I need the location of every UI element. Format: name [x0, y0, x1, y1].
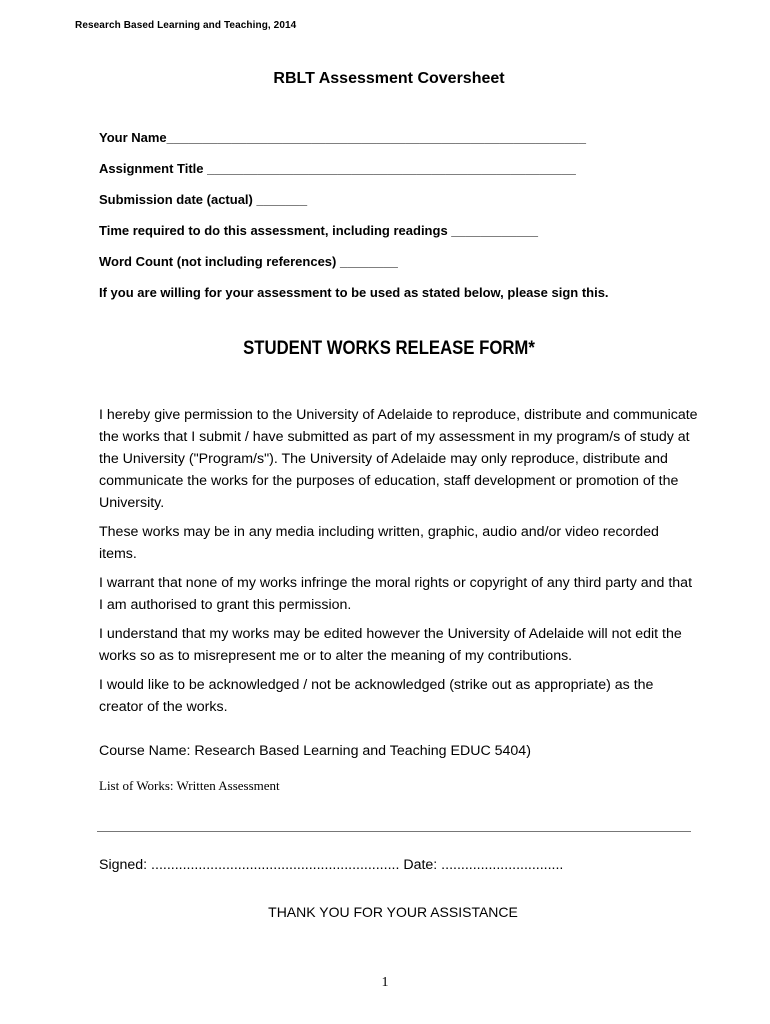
list-of-works: List of Works: Written Assessment	[99, 778, 280, 793]
running-header: Research Based Learning and Teaching, 2014	[75, 20, 297, 31]
course-name: Course Name: Research Based Learning and Teaching EDUC 5404)	[99, 743, 531, 759]
field-submission-date: Submission date (actual) _______	[99, 192, 308, 207]
acknowledgement-paragraph: I would like to be acknowledged / not be acknowledged (strike out as appropriate) as the creator of the works.	[99, 677, 654, 715]
page-number: 1	[381, 975, 389, 990]
permission-paragraph: I hereby give permission to the University of Adelaide to reproduce, distribute and communicate the works that I submit / have submitted as part of my assessment in my program/s of study at the University ("Program/s"). The University of Adelaide may only reproduce, distribute and communicate the works for the purposes of education, staff development or promotion of the University.	[99, 407, 698, 511]
sign-instruction: If you are willing for your assessment to be used as stated below, please sign this.	[99, 285, 609, 300]
field-time-required: Time required to do this assessment, including readings ____________	[99, 223, 539, 238]
media-paragraph: These works may be in any media including written, graphic, audio and/or video recorded items.	[99, 524, 659, 562]
divider-line	[97, 831, 691, 832]
coversheet-title: RBLT Assessment Coversheet	[273, 70, 505, 87]
field-assignment-title: Assignment Title ___________________________________________________	[99, 161, 576, 176]
thank-you-note: THANK YOU FOR YOUR ASSISTANCE	[268, 904, 518, 920]
signature-date-line: Signed: ............................................................... Date: ...............................	[99, 857, 564, 873]
field-word-count: Word Count (not including references) ________	[99, 254, 398, 269]
editing-paragraph: I understand that my works may be edited however the University of Adelaide will not edit the works so as to misrepresent me or to alter the meaning of my contributions.	[99, 626, 682, 664]
field-your-name: Your Name__________________________________________________________	[99, 130, 587, 145]
release-form-title: STUDENT WORKS RELEASE FORM*	[243, 338, 535, 359]
warranty-paragraph: I warrant that none of my works infringe the moral rights or copyright of any third party and that I am authorised to grant this permission.	[99, 575, 693, 613]
